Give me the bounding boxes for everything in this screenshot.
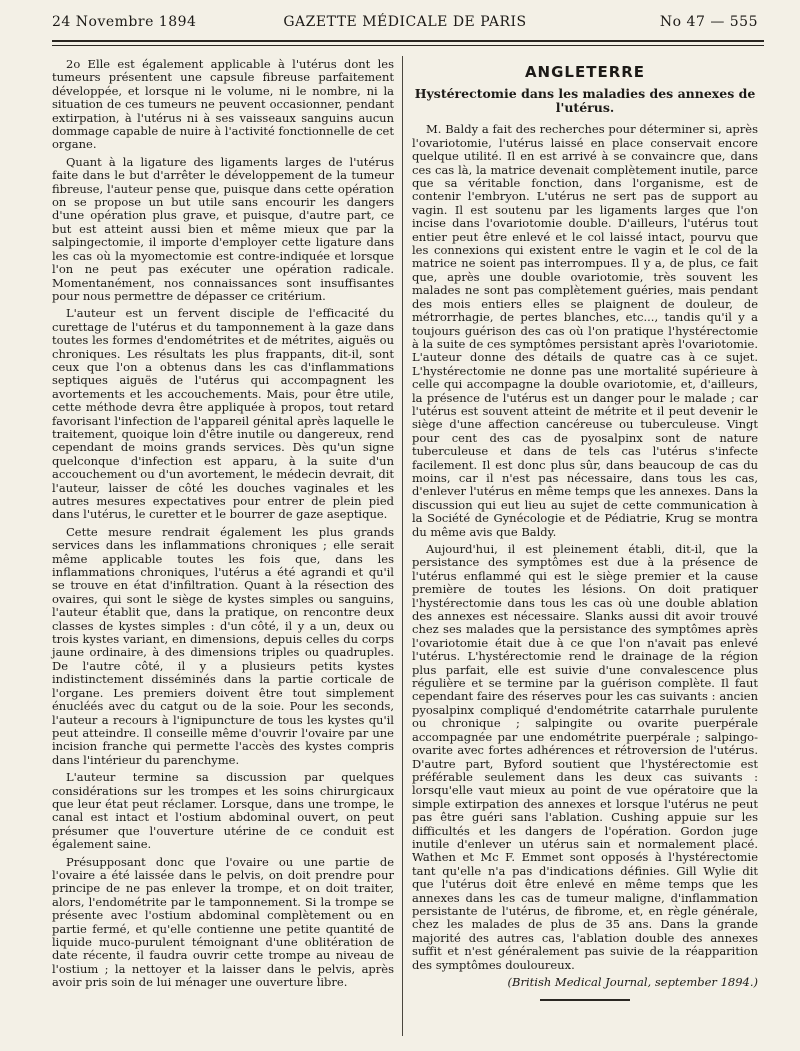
paragraph: Cette mesure rendrait également les plus grands services dans les inflammations chroniques ; elle serait même applicable toutes les fois que, dans les inflammations chroniques, l'utérus a été agrandi et qu'il se trouve en état d'infiltration. Quant à la résection des ovaires, qui sont le siège de kystes simples ou sanguins, l'auteur établit que, dans la pratique, on rencontre deux classes de kystes simples : d'un côté, il y a un, deux ou trois kystes variant, en dimensions, depuis celles du corps jaune ordinaire, à des dimensions triples ou quadruples. De l'autre côté, il y a plusieurs petits kystes indistinctement disséminés dans la partie corticale de l'organe. Les premiers doivent être tout simplement énucléés avec du catgut ou de la soie. Pour les seconds, l'auteur a recours à l'ignipuncture de tous les kystes qu'il peut atteindre. Il conseille même d'ouvrir l'ovaire par une incision franche qui permette l'accès des kystes compris dans l'intérieur du parenchyme. (52, 524, 394, 767)
header-rule (52, 40, 764, 42)
paragraph: L'auteur termine sa discussion par quelques considérations sur les trompes et les soins chirurgicaux que leur état peut réclamer. Lorsque, dans une trompe, le canal est intact et l'ostium abdominal ouvert, on peut présumer que l'ouverture utérine de ce conduit est également saine. (52, 770, 394, 852)
column-divider (402, 56, 403, 1036)
right-column (412, 63, 758, 1001)
paragraph: L'auteur est un fervent disciple de l'efficacité du curettage de l'utérus et du tamponnement à la gaze dans toutes les formes d'endométrites et de métrites, aiguës ou chroniques. Les résultats les plus frappants, dit-il, sont ceux que l'on a obtenus dans les cas d'inflammations septiques aiguës de l'utérus qui accompagnent les avortements et les accouchements. Mais, pour être utile, cette méthode devra être appliquée à propos, tout retard favorisant l'infection de l'appareil génital après laquelle le traitement, quoique loin d'être inutile ou dangereux, rend cependant de moins grands services. Dès qu'un signe quelconque d'infection est apparu, à la suite d'un accouchement ou d'un avortement, le médecin devrait, dit l'auteur, laisser de côté les douches vaginales et les autres mesures expectatives pour entrer de plein pied dans l'utérus, le curetter et le bourrer de gaze aseptique. (52, 306, 394, 522)
page-header (52, 14, 758, 36)
paragraph: M. Baldy a fait des recherches pour déterminer si, après l'ovariotomie, l'utérus laissé en place conservait encore quelque utilité. Il en est arrivé à se convaincre que, dans ces cas là, la matrice devenait complètement inutile, parce que sa véritable fonction, dans l'organisme, est de contenir l'embryon. L'utérus ne sert pas de support au vagin. Il est soutenu par les ligaments larges que l'on incise dans l'ovariotomie double. D'ailleurs, l'utérus tout entier peut être enlevé et le col laissé intact, pourvu que les connexions qui existent entre le vagin et le col de la matrice ne soient pas interrompues. Il y a, de plus, ce fait que, après une double ovariotomie, très souvent les malades ne sont pas complètement guéries, mais pendant des mois entiers elles se plaignent de douleur, de métrorrhagie, de pertes blanches, etc..., tandis qu'il y a toujours guérison des cas où l'on pratique l'hystérectomie à la suite de ces symptômes persistant après l'ovariotomie. L'auteur donne des détails de quatre cas à ce sujet. L'hystérectomie ne donne pas une mortalité supérieure à celle qui accompagne la double ovariotomie, et, d'ailleurs, la présence de l'utérus est un danger pour le malade ; car l'utérus est souvent atteint de métrite et il peut devenir le siège d'une affection cancéreuse ou tuberculeuse. Vingt pour cent des cas de pyosalpinx sont de nature tuberculeuse et dans de tels cas l'utérus s'infecte facilement. Il est donc plus sûr, dans beaucoup de cas du moins, car il n'est pas nécessaire, dans tous les cas, d'enlever l'utérus en même temps que les annexes. Dans la discussion qui eut lieu au sujet de cette communication à la Société de Gynécologie et de Pédiatrie, Krug se montra du même avis que Baldy. (412, 122, 758, 539)
header-rule-thin (52, 45, 764, 46)
paragraph: Présupposant donc que l'ovaire ou une partie de l'ovaire a été laissée dans le pelvis, on doit prendre pour principe de ne pas enlever la trompe, et on doit traiter, alors, l'endométrite par le tamponnement. Si la trompe se présente avec l'ostium abdominal complètement ou en partie fermé, et qu'elle contienne une petite quantité de liquide muco-purulent témoignant d'une oblitération de date récente, il faudra ouvrir cette trompe au niveau de l'ostium ; la nettoyer et la laisser dans le pelvis, après avoir pris soin de lui ménager une ouverture libre. (52, 854, 394, 990)
paragraph: 2o Elle est également applicable à l'utérus dont les tumeurs présentent une capsule fibreuse parfaitement développée, et lorsque ni le volume, ni le nombre, ni la situation de ces tumeurs ne peuvent occasionner, pendant extirpation, à l'utérus ni à ses vaisseaux sanguins aucun dommage capable de nuire à l'activité fonctionnelle de cet organe. (52, 57, 394, 152)
end-rule (540, 999, 630, 1001)
paragraph: Aujourd'hui, il est pleinement établi, dit-il, que la persistance des symptômes est due à la présence de l'utérus enflammé qui est le siège premier et la cause première de toutes les lésions. On doit pratiquer l'hystérectomie dans tous les cas où une double ablation des annexes est nécessaire. Slanks aussi dit avoir trouvé chez ses malades que la persistance des symptômes après l'ovariotomie était due à ce que l'on n'avait pas enlevé l'utérus. L'hystérectomie rend le drainage de la région plus parfait, elle est suivie d'une convalescence plus régulière et se termine par la guérison complète. Il faut cependant faire des réserves pour les cas suivants : ancien pyosalpinx compliqué d'endométrite catarrhale purulente ou chronique ; salpingite ou ovarite puerpérale accompagnée par une endométrite puerpérale ; salpingo-ovarite avec fortes adhérences et rétroversion de l'utérus. D'autre part, Byford soutient que l'hystérectomie est préférable seulement dans les deux cas suivants : lorsqu'elle vaut mieux au point de vue opératoire que la simple extirpation des annexes et lorsque l'utérus ne peut pas être guéri sans l'ablation. Cushing appuie sur les difficultés et les dangers de l'opération. Gordon juge inutile d'enlever un utérus sain et normalement placé. Wathen et Mc F. Emmet sont opposés à l'hystérectomie tant qu'elle n'a pas d'indications définies. Gill Wylie dit que l'utérus doit être enlevé en même temps que les annexes dans les cas de tumeur maligne, d'inflammation persistante de l'utérus, de fibrome, et, en règle générale, chez les malades de plus de 35 ans. Dans la grande majorité des autres cas, l'ablation double des annexes suffit et n'est généralement pas suivie de la réapparition des symptômes douloureux. (412, 542, 758, 972)
header-date: 24 Novembre 1894 (52, 14, 197, 30)
section-heading: ANGLETERRE (524, 63, 646, 81)
journal-title: GAZETTE MÉDICALE DE PARIS (283, 14, 527, 30)
left-column (52, 58, 394, 994)
paragraph: Quant à la ligature des ligaments larges de l'utérus faite dans le but d'arrêter le développement de la tumeur fibreuse, l'auteur pense que, puisque dans cette opération on se propose un but utile sans encourir les dangers d'une opération plus grave, et puisque, d'autre part, ce but est atteint aussi bien et même mieux que par la salpingectomie, il importe d'employer cette ligature dans les cas où la myomectomie est contre-indiquée et lorsque l'on ne peut pas exécuter une opération radicale. Momentanément, nos connaissances sont insuffisantes pour nous permettre de dépasser ce critérium. (52, 154, 394, 303)
page-number: No 47 — 555 (659, 14, 758, 30)
source-citation: (British Medical Journal, september 1894.) (507, 975, 758, 989)
article-title: Hystérectomie dans les maladies des annexes de l'utérus. (414, 86, 756, 116)
